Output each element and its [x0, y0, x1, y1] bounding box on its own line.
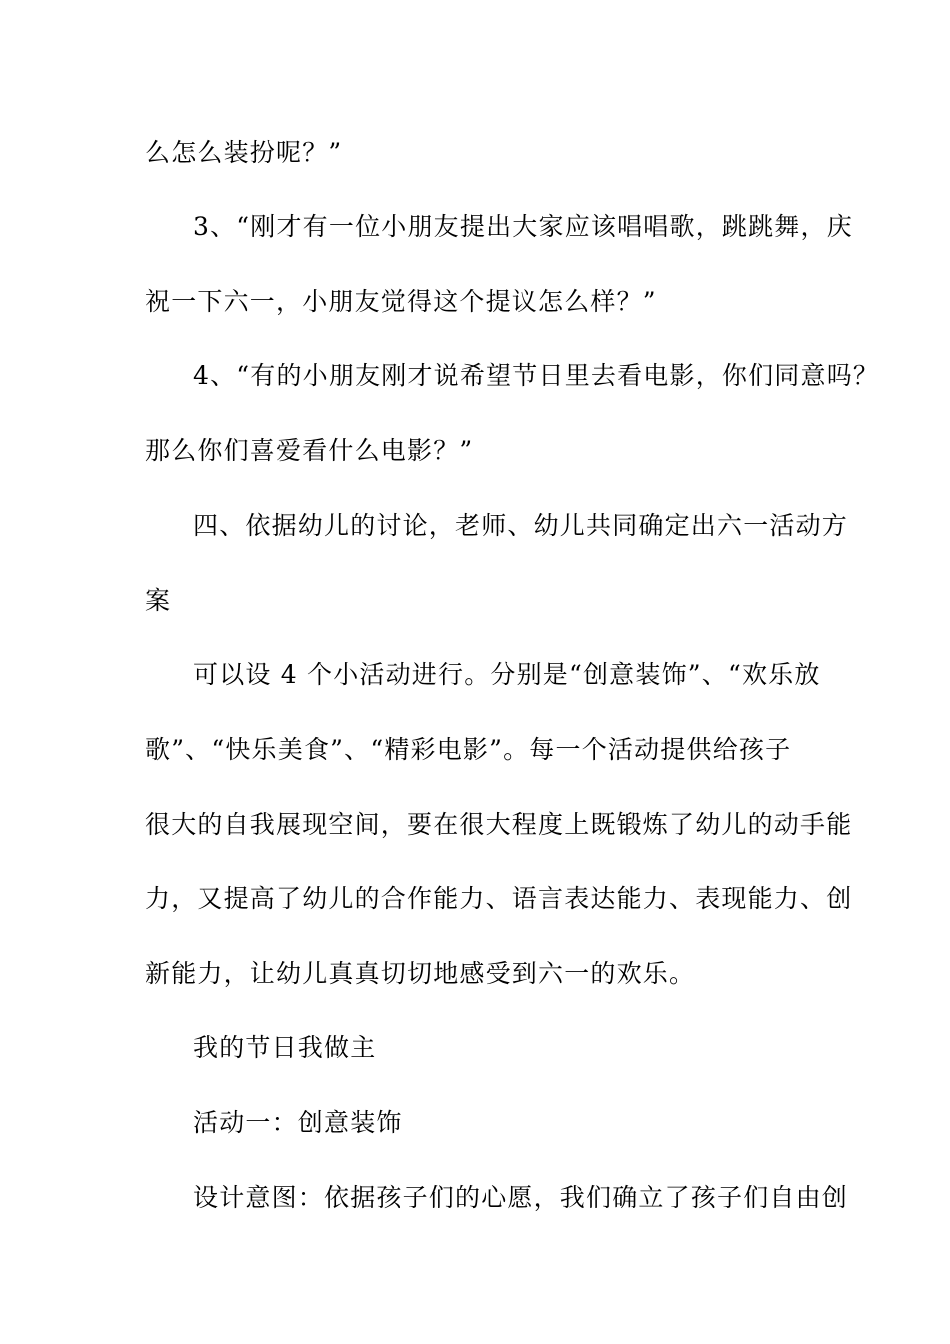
text-line-11: 力，又提高了幼儿的合作能力、语言表达能力、表现能力、创	[145, 884, 853, 913]
section-heading-four: 四、依据幼儿的讨论，老师、幼儿共同确定出六一活动方	[193, 511, 849, 540]
text-line-15: 设计意图：依据孩子们的心愿，我们确立了孩子们自由创	[193, 1183, 849, 1212]
text-line-1: 么怎么装扮呢？”	[145, 138, 343, 167]
text-line-2: 3、“刚才有一位小朋友提出大家应该唱唱歌，跳跳舞，庆	[193, 212, 853, 241]
text-line-4: 4、“有的小朋友刚才说希望节日里去看电影，你们同意吗？	[193, 361, 880, 390]
text-line-3: 祝一下六一，小朋友觉得这个提议怎么样？”	[145, 287, 657, 316]
text-line-9: 歌”、“快乐美食”、“精彩电影”。每一个活动提供给孩子	[145, 735, 792, 764]
activity-one-heading: 活动一：创意装饰	[193, 1108, 403, 1137]
text-line-7: 案	[145, 586, 172, 615]
subtitle-my-festival: 我的节日我做主	[193, 1033, 377, 1062]
text-line-5: 那么你们喜爱看什么电影？”	[145, 436, 474, 465]
text-line-8: 可以设 4 个小活动进行。分别是“创意装饰”、“欢乐放	[193, 660, 821, 689]
text-line-12: 新能力，让幼儿真真切切地感受到六一的欢乐。	[145, 959, 696, 988]
text-line-10: 很大的自我展现空间，要在很大程度上既锻炼了幼儿的动手能	[145, 810, 853, 839]
